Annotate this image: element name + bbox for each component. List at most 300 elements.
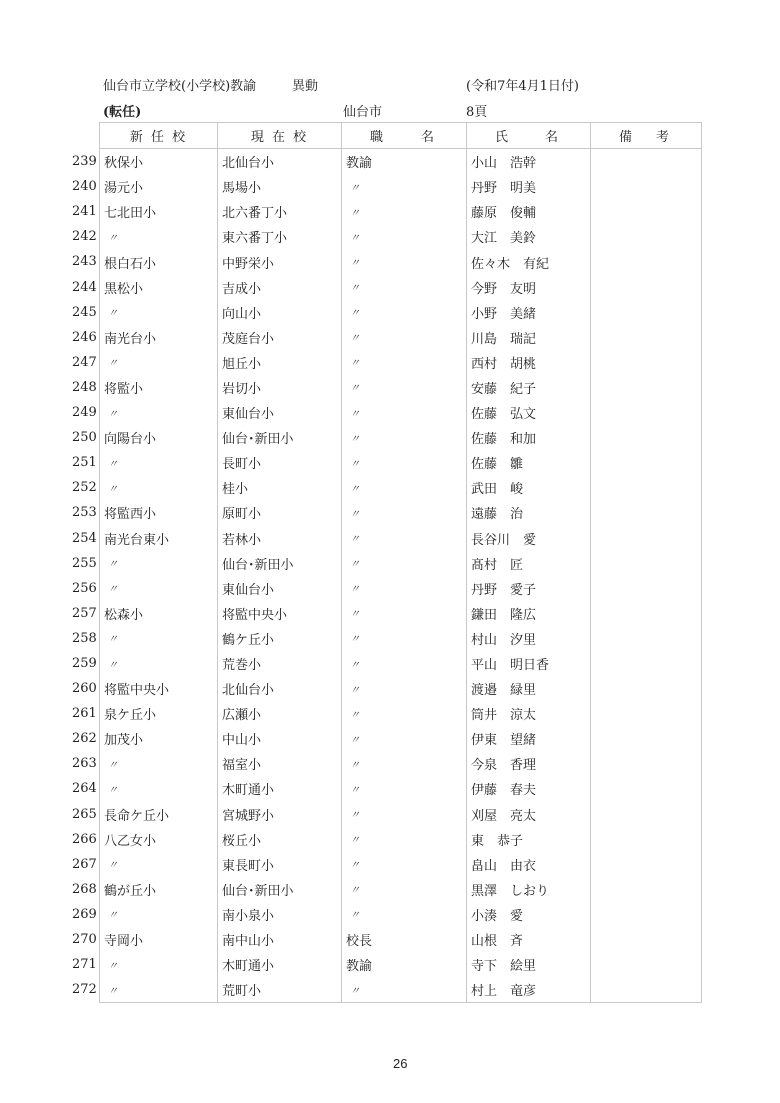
remarks-cell [591,325,702,350]
current-school: 桜丘小 [222,833,262,849]
row-number: 261 [72,706,97,722]
position: 〃 [350,433,360,445]
teacher-name-cell [467,952,591,977]
teacher-name-cell [467,375,591,400]
row-number: 251 [72,455,97,471]
current-school: 宮城野小 [222,808,275,824]
row-number: 253 [72,505,97,521]
position: 〃 [350,634,360,646]
position-cell [342,927,467,952]
current-school-cell [218,199,342,224]
new-school: 将監小 [104,381,144,397]
position: 〃 [350,534,360,546]
position: 教諭 [346,959,373,975]
row-number: 239 [72,154,97,170]
new-school-cell [72,576,218,601]
teacher-name: 小湊 愛 [471,908,524,924]
remarks-cell [591,400,702,425]
current-school-cell [218,601,342,626]
current-school-cell [218,325,342,350]
header-remarks-2: 考 [655,130,671,146]
new-school: 〃 [108,308,118,320]
teacher-name: 武田 峻 [471,482,524,498]
teacher-name-cell [467,300,591,325]
current-school-cell [218,776,342,801]
current-school-cell [218,224,342,249]
remarks-cell [591,526,702,551]
row-number: 269 [72,906,97,922]
current-school: 東仙台小 [222,582,275,598]
current-school-cell [218,526,342,551]
remarks-cell [591,877,702,902]
new-school-cell [72,174,218,199]
row-number: 257 [72,605,97,621]
position-cell [342,199,467,224]
new-school-cell [72,300,218,325]
new-school: 〃 [108,784,118,796]
remarks-cell [591,500,702,525]
teacher-name: 今野 友明 [471,281,537,297]
table-row [100,526,702,551]
page-reference: 8頁 [466,105,488,120]
position: 〃 [350,232,360,244]
remarks-cell [591,199,702,224]
position-cell [342,300,467,325]
current-school: 広瀬小 [222,708,262,724]
new-school: 寺岡小 [104,934,144,950]
new-school-cell [72,350,218,375]
remarks-cell [591,576,702,601]
current-school-cell [218,475,342,500]
position-cell [342,526,467,551]
remarks-cell [591,852,702,877]
position-cell [342,751,467,776]
new-school-cell [72,802,218,827]
header-new-school: 新 任 校 [100,123,218,149]
row-number: 244 [72,279,97,295]
current-school: 福室小 [222,758,262,774]
row-number: 247 [72,354,97,370]
current-school-cell [218,751,342,776]
teacher-name-cell [467,701,591,726]
teacher-name: 丹野 明美 [471,181,537,197]
position-cell [342,500,467,525]
teacher-name-cell [467,827,591,852]
row-number: 250 [72,430,97,446]
position-cell [342,475,467,500]
teacher-name: 安藤 紀子 [471,381,537,397]
new-school-cell [72,601,218,626]
teacher-name-cell [467,651,591,676]
remarks-cell [591,827,702,852]
position: 〃 [350,985,360,997]
position-cell [342,375,467,400]
teacher-name: 小山 浩幹 [471,156,537,172]
header-name [467,123,591,149]
table-row [100,149,702,175]
remarks-cell [591,802,702,827]
row-number: 240 [72,179,97,195]
position: 〃 [350,734,360,746]
header-remarks [591,123,702,149]
current-school: 木町通小 [222,783,275,799]
new-school-cell [72,927,218,952]
table-row [100,576,702,601]
position-cell [342,325,467,350]
current-school-cell [218,877,342,902]
position: 〃 [350,308,360,320]
new-school: 鶴が丘小 [104,883,157,899]
position-cell [342,651,467,676]
new-school: 〃 [108,659,118,671]
table-row [100,500,702,525]
city-label: 仙台市 [343,105,383,120]
position: 〃 [350,458,360,470]
row-number: 267 [72,856,97,872]
current-school: 東六番丁小 [222,231,288,247]
table-row [100,952,702,977]
new-school-cell [72,776,218,801]
row-number: 255 [72,555,97,571]
row-number: 243 [72,254,97,270]
position: 〃 [350,508,360,520]
current-school-cell [218,249,342,274]
remarks-cell [591,952,702,977]
teacher-name: 鎌田 隆広 [471,607,537,623]
teacher-name-cell [467,902,591,927]
category-label: (転任) [103,105,142,120]
table-row [100,350,702,375]
current-school: 中山小 [222,733,262,749]
remarks-cell [591,425,702,450]
current-school: 将監中央小 [222,607,288,623]
new-school: 南光台小 [104,331,157,347]
remarks-cell [591,601,702,626]
teacher-name-cell [467,977,591,1003]
position: 〃 [350,383,360,395]
teacher-name-cell [467,601,591,626]
remarks-cell [591,651,702,676]
teacher-name: 髙村 匠 [471,557,524,573]
teacher-name-cell [467,249,591,274]
position: 〃 [350,860,360,872]
remarks-cell [591,350,702,375]
teacher-name-cell [467,726,591,751]
teacher-name-cell [467,526,591,551]
teacher-name-cell [467,551,591,576]
teacher-name: 遠藤 治 [471,507,524,523]
teacher-name: 東 恭子 [471,833,524,849]
current-school-cell [218,952,342,977]
new-school: 根白石小 [104,256,157,272]
header-name-1: 氏 [495,130,511,146]
header-position [342,123,467,149]
current-school-cell [218,626,342,651]
position: 〃 [350,659,360,671]
new-school-cell [72,199,218,224]
current-school: 長町小 [222,457,262,473]
teacher-name-cell [467,500,591,525]
new-school: 秋保小 [104,156,144,172]
teacher-name: 西村 胡桃 [471,356,537,372]
current-school-cell [218,676,342,701]
new-school-cell [72,852,218,877]
position-cell [342,275,467,300]
current-school: 岩切小 [222,381,262,397]
new-school-cell [72,500,218,525]
current-school-cell [218,852,342,877]
position: 〃 [350,759,360,771]
remarks-cell [591,174,702,199]
new-school-cell [72,902,218,927]
new-school: 向陽台小 [104,432,157,448]
table-row [100,375,702,400]
position: 〃 [350,408,360,420]
document-type: 異動 [292,79,319,94]
row-number: 262 [72,731,97,747]
remarks-cell [591,626,702,651]
table-row [100,249,702,274]
position-cell [342,224,467,249]
teacher-name: 黒澤 しおり [471,883,550,899]
teacher-name: 筒井 涼太 [471,708,537,724]
remarks-cell [591,475,702,500]
position: 教諭 [346,156,373,172]
position-cell [342,425,467,450]
row-number: 258 [72,630,97,646]
current-school: 吉成小 [222,281,262,297]
position-cell [342,601,467,626]
table-row [100,300,702,325]
new-school: 〃 [108,483,118,495]
teacher-name: 佐々木 有紀 [471,256,550,272]
position: 〃 [350,358,360,370]
position-cell [342,877,467,902]
new-school-cell [72,827,218,852]
header-remarks-1: 備 [619,130,635,146]
page-number: 26 [393,1056,408,1071]
remarks-cell [591,776,702,801]
position-cell [342,174,467,199]
table-row [100,275,702,300]
position-cell [342,802,467,827]
teacher-name: 藤原 俊輔 [471,206,537,222]
header-name-2: 名 [544,130,560,146]
new-school: 〃 [108,960,118,972]
new-school-cell [72,551,218,576]
new-school: 将監中央小 [104,683,170,699]
current-school-cell [218,500,342,525]
new-school: 〃 [108,985,118,997]
row-number: 249 [72,405,97,421]
position-cell [342,350,467,375]
current-school: 南小泉小 [222,908,275,924]
new-school-cell [72,877,218,902]
table-row [100,776,702,801]
teacher-name-cell [467,877,591,902]
new-school: 〃 [108,408,118,420]
teacher-name-cell [467,425,591,450]
teacher-name-cell [467,802,591,827]
teacher-name-cell [467,350,591,375]
row-number: 246 [72,329,97,345]
new-school-cell [72,400,218,425]
teacher-name-cell [467,676,591,701]
row-number: 254 [72,530,97,546]
remarks-cell [591,149,702,175]
table-row [100,551,702,576]
position: 〃 [350,559,360,571]
new-school: 〃 [108,559,118,571]
position: 〃 [350,182,360,194]
position-cell [342,576,467,601]
remarks-cell [591,249,702,274]
teacher-name: 寺下 絵里 [471,959,537,975]
teacher-name-cell [467,776,591,801]
new-school: 〃 [108,358,118,370]
table-row [100,827,702,852]
table-row [100,877,702,902]
remarks-cell [591,551,702,576]
row-number: 266 [72,831,97,847]
new-school: 〃 [108,458,118,470]
teacher-name-cell [467,751,591,776]
current-school: 若林小 [222,532,262,548]
new-school-cell [72,977,218,1003]
new-school-cell [72,325,218,350]
teacher-name: 山根 斉 [471,934,524,950]
current-school-cell [218,827,342,852]
current-school-cell [218,927,342,952]
table-row [100,626,702,651]
teacher-name-cell [467,576,591,601]
position: 〃 [350,810,360,822]
table-row [100,902,702,927]
position-cell [342,952,467,977]
table-row [100,751,702,776]
current-school: 中野栄小 [222,256,275,272]
new-school: 〃 [108,860,118,872]
current-school-cell [218,902,342,927]
new-school-cell [72,275,218,300]
teacher-name-cell [467,224,591,249]
remarks-cell [591,726,702,751]
table-row [100,701,702,726]
table-row [100,224,702,249]
row-number: 265 [72,806,97,822]
position-cell [342,852,467,877]
teacher-name-cell [467,275,591,300]
table-row [100,852,702,877]
position: 校長 [346,934,373,950]
header-position-1: 職 [370,130,386,146]
position: 〃 [350,835,360,847]
remarks-cell [591,977,702,1003]
table-row [100,726,702,751]
new-school: 〃 [108,759,118,771]
current-school-cell [218,802,342,827]
current-school-cell [218,450,342,475]
position: 〃 [350,207,360,219]
current-school: 仙台･新田小 [222,883,294,899]
current-school: 南中山小 [222,934,275,950]
teacher-name: 佐藤 和加 [471,432,537,448]
table-row [100,651,702,676]
current-school-cell [218,726,342,751]
new-school-cell [72,651,218,676]
position-cell [342,902,467,927]
current-school: 旭丘小 [222,356,262,372]
new-school: 八乙女小 [104,833,157,849]
new-school-cell [72,149,218,175]
position-cell [342,400,467,425]
current-school: 東長町小 [222,858,275,874]
current-school: 北仙台小 [222,156,275,172]
teacher-name: 佐藤 雛 [471,457,524,473]
teacher-name-cell [467,852,591,877]
current-school-cell [218,651,342,676]
current-school: 仙台･新田小 [222,432,294,448]
position: 〃 [350,709,360,721]
current-school: 北仙台小 [222,683,275,699]
table-header-row [100,123,702,149]
new-school-cell [72,701,218,726]
current-school: 桂小 [222,482,249,498]
new-school-cell [72,249,218,274]
teacher-name: 今泉 香理 [471,758,537,774]
new-school: 七北田小 [104,206,157,222]
row-number: 241 [72,204,97,220]
position-cell [342,977,467,1003]
table-row [100,174,702,199]
current-school: 鶴ケ丘小 [222,632,275,648]
position-cell [342,676,467,701]
row-number: 260 [72,681,97,697]
current-school: 荒町小 [222,984,262,1000]
new-school: 加茂小 [104,733,144,749]
current-school-cell [218,275,342,300]
current-school: 馬場小 [222,181,262,197]
position: 〃 [350,258,360,270]
position: 〃 [350,609,360,621]
current-school-cell [218,400,342,425]
new-school-cell [72,726,218,751]
remarks-cell [591,751,702,776]
position-cell [342,776,467,801]
row-number: 271 [72,957,97,973]
row-number: 259 [72,655,97,671]
table-row [100,802,702,827]
new-school-cell [72,224,218,249]
table-row [100,199,702,224]
remarks-cell [591,375,702,400]
table-row [100,400,702,425]
teacher-name-cell [467,626,591,651]
row-number: 252 [72,480,97,496]
teacher-name: 大江 美鈴 [471,231,537,247]
effective-date: (令和7年4月1日付) [466,79,579,94]
current-school: 仙台･新田小 [222,557,294,573]
row-number: 256 [72,580,97,596]
current-school-cell [218,300,342,325]
current-school: 北六番丁小 [222,206,288,222]
row-number: 263 [72,756,97,772]
teacher-name: 佐藤 弘文 [471,407,537,423]
row-number: 248 [72,379,97,395]
position-cell [342,827,467,852]
current-school: 向山小 [222,306,262,322]
new-school: 〃 [108,910,118,922]
